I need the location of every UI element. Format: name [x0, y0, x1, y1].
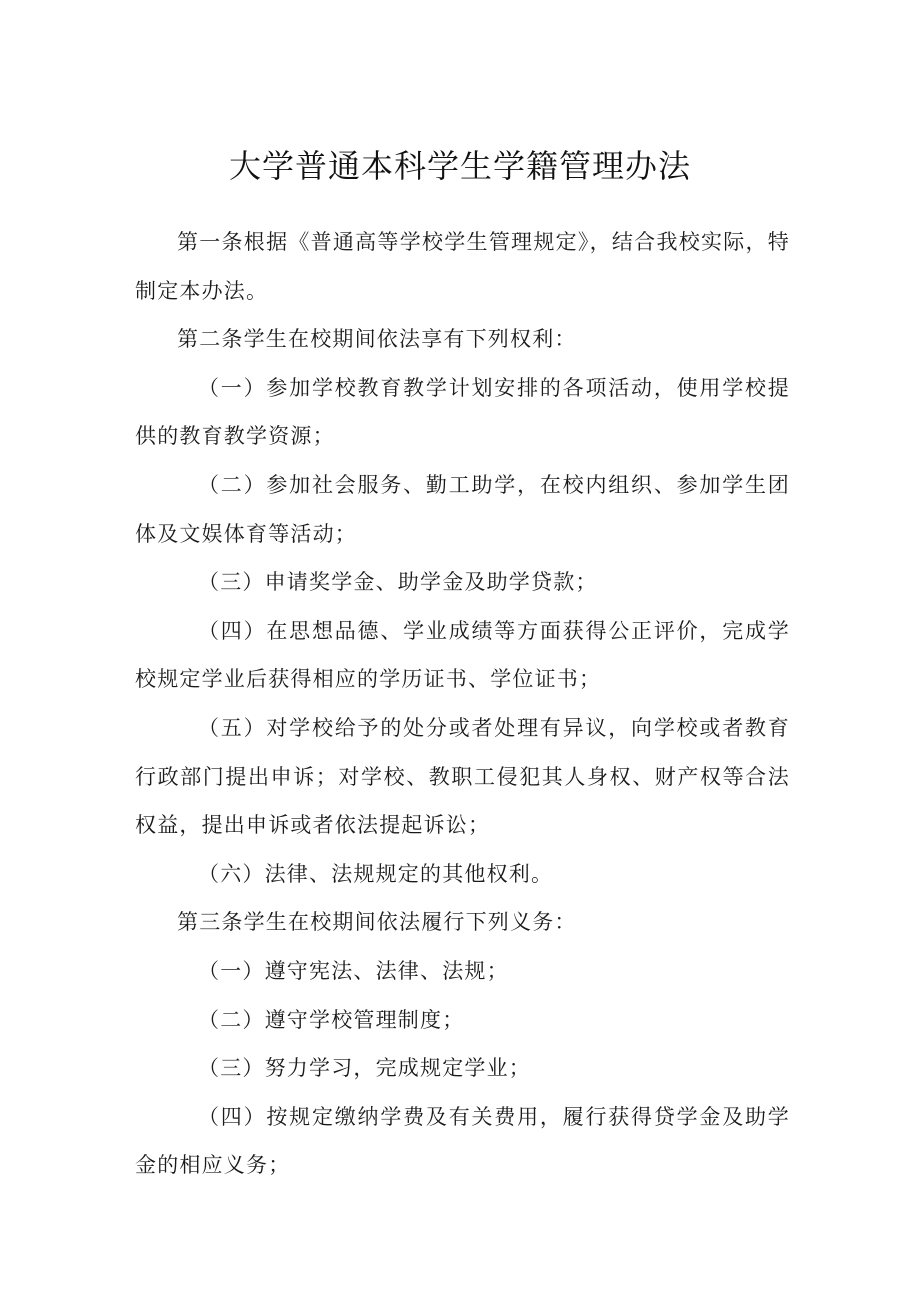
paragraph-item: （一）参加学校教育教学计划安排的各项活动，使用学校提供的教育教学资源；: [135, 375, 790, 449]
paragraph-item: （一）遵守宪法、法律、法规；: [198, 958, 509, 983]
paragraph-article-2: 第二条学生在校期间依法享有下列权利：: [177, 327, 577, 352]
document-title: 大学普通本科学生学籍管理办法: [228, 147, 691, 185]
paragraph-item: （四）在思想品德、学业成绩等方面获得公正评价，完成学校规定学业后获得相应的学历证书、学位证书；: [135, 618, 790, 692]
paragraph-article-3: 第三条学生在校期间依法履行下列义务：: [177, 910, 577, 935]
paragraph-item: （四）按规定缴纳学费及有关费用，履行获得贷学金及助学金的相应义务；: [135, 1104, 790, 1178]
paragraph-article-1: 第一条根据《普通高等学校学生管理规定》，结合我校实际，特制定本办法。: [135, 230, 790, 303]
paragraph-item: （三）申请奖学金、助学金及助学贷款；: [198, 570, 598, 595]
paragraph-item: （二）遵守学校管理制度；: [198, 1007, 465, 1032]
paragraph-item: （六）法律、法规规定的其他权利。: [198, 861, 554, 886]
paragraph-item: （五）对学校给予的处分或者处理有异议，向学校或者教育行政部门提出申诉；对学校、教职工侵犯其人身权、财产权等合法权益，提出申诉或者依法提起诉讼；: [135, 715, 790, 838]
paragraph-item: （三）努力学习，完成规定学业；: [198, 1056, 531, 1081]
paragraph-item: （二）参加社会服务、勤工助学，在校内组织、参加学生团体及文娱体育等活动；: [135, 472, 790, 546]
document-body: [135, 218, 790, 1190]
